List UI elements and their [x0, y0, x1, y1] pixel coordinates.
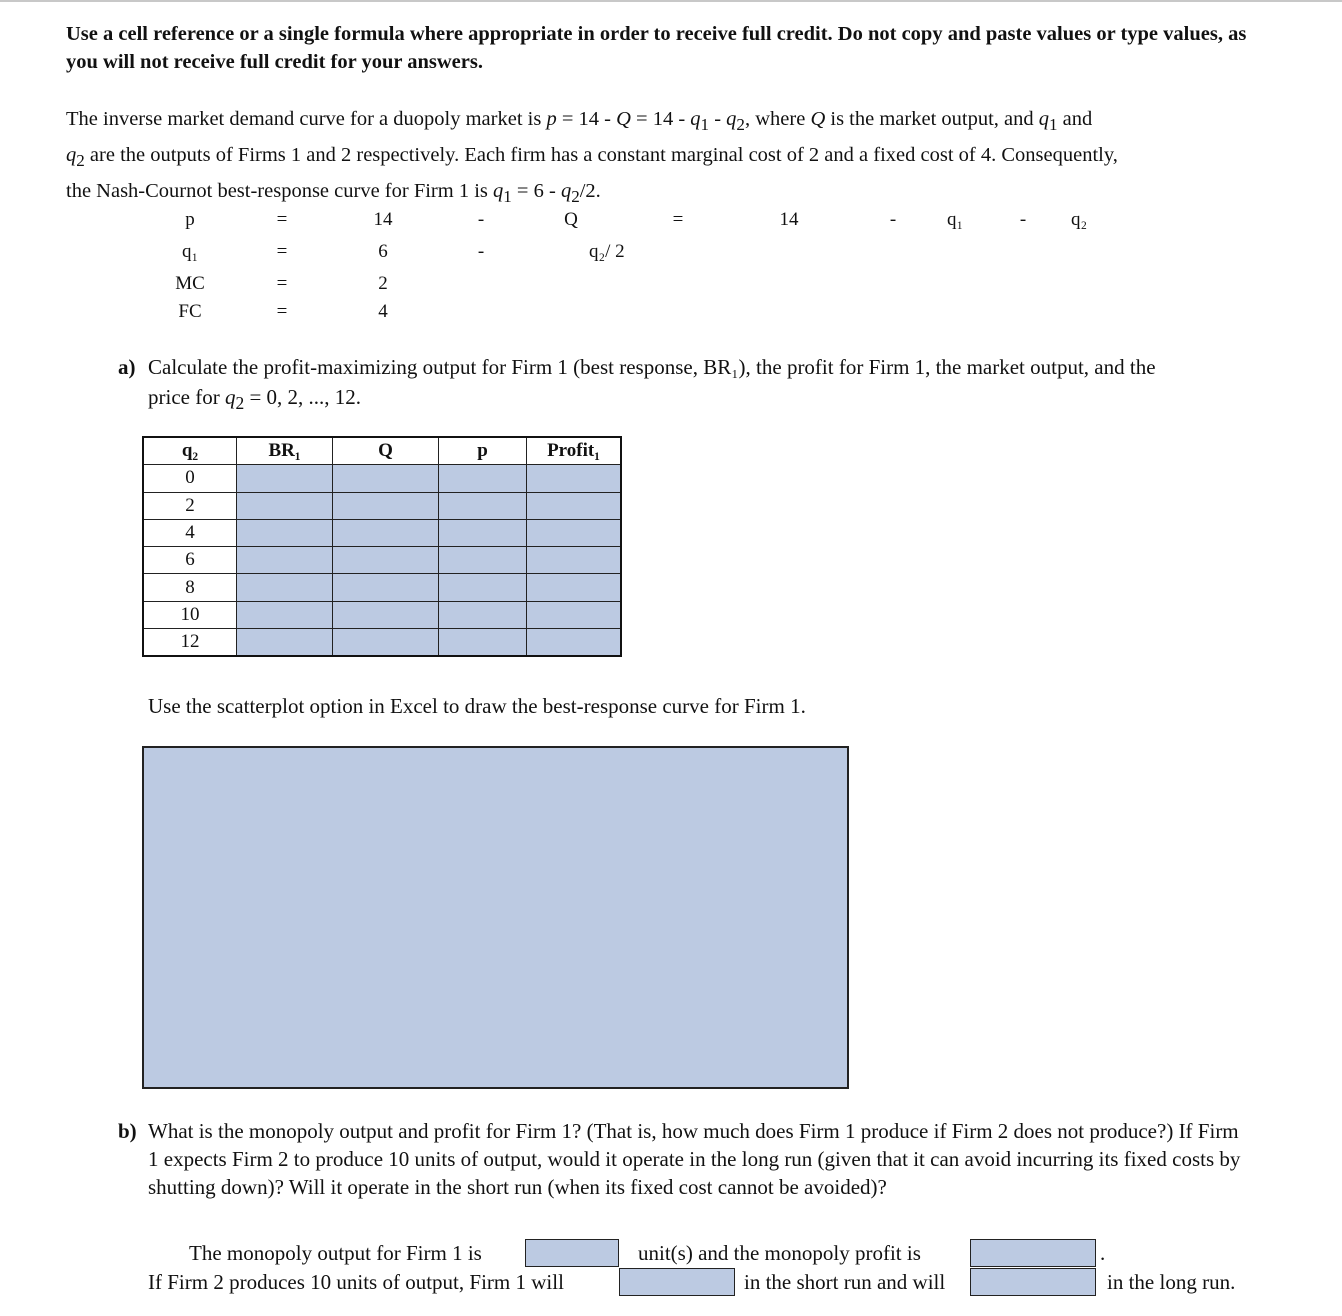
monopoly-profit-input[interactable] [970, 1239, 1096, 1267]
header-q2: q₂ [143, 437, 237, 465]
eq-constant: 6 [378, 241, 388, 262]
Q-input-cell[interactable] [333, 629, 439, 657]
long-run-decision-input[interactable] [970, 1268, 1096, 1296]
eq-minus: - [477, 241, 485, 262]
eq-equals: = [276, 301, 288, 322]
eq-constant: 14 [779, 209, 799, 230]
chart-area[interactable] [142, 746, 849, 1089]
profit-input-cell[interactable] [527, 574, 622, 601]
br1-input-cell[interactable] [237, 629, 333, 657]
q2-cell: 2 [143, 492, 237, 519]
Q-input-cell[interactable] [333, 519, 439, 546]
table-header-row [143, 437, 621, 465]
table-row [143, 465, 621, 492]
eq-q2: q₂ [1070, 209, 1088, 230]
profit-input-cell[interactable] [527, 547, 622, 574]
br1-input-cell[interactable] [237, 574, 333, 601]
Q-input-cell[interactable] [333, 574, 439, 601]
scatter-instruction: Use the scatterplot option in Excel to draw the best-response curve for Firm 1. [148, 694, 806, 718]
eq-mc-label: MC [175, 273, 205, 294]
table-row [143, 519, 621, 546]
monopoly-output-input[interactable] [525, 1239, 619, 1267]
answer-line2-text-b: in the short run and will [744, 1270, 946, 1294]
eq-q1: q₁ [946, 209, 964, 230]
profit-input-cell[interactable] [527, 492, 622, 519]
top-border [0, 0, 1342, 2]
part-b-text: What is the monopoly output and profit for Firm 1? (That is, how much does Firm 1 produce if Firm 2 does not produce?) If Firm 1 expects Firm 2 to produce 10 units of output, would it operate in the long run (given that it can avoid incurring its fixed costs by shutting down)? Will it operate in the short run (when its fixed cost cannot be avoided)? [148, 1119, 1241, 1199]
eq-minus: - [1019, 209, 1027, 230]
q2-cell: 8 [143, 574, 237, 601]
p-input-cell[interactable] [439, 519, 527, 546]
eq-q2-half: q₂/ 2 [589, 241, 625, 262]
results-table [142, 436, 622, 657]
br1-input-cell[interactable] [237, 547, 333, 574]
answer-line2-text-a: If Firm 2 produces 10 units of output, Firm 1 will [148, 1270, 564, 1294]
answer-line2-text-c: in the long run. [1107, 1270, 1236, 1294]
p-input-cell[interactable] [439, 465, 527, 492]
eq-equals: = [276, 241, 288, 262]
p-input-cell[interactable] [439, 601, 527, 628]
eq-equals: = [276, 209, 288, 230]
eq-minus: - [477, 209, 485, 230]
header-p: p [439, 437, 527, 465]
intro-paragraph: The inverse market demand curve for a duopoly market is $p = 14 - Q = 14 - q_1 - q_2$, where Q is the market output, and $q_1$ and $q_2$ are the outputs of Firms 1 and 2 respectively. Each firm has a constant marginal cost of 2 and a fixed cost of 4. Consequently, the Nash-Cournot best-response curve for Firm 1 is $q_1 = 6 - q_2/2$. [66, 108, 1118, 207]
eq-equals: = [672, 209, 684, 230]
p-input-cell[interactable] [439, 629, 527, 657]
eq-p-label: p [185, 209, 195, 230]
br1-input-cell[interactable] [237, 519, 333, 546]
eq-constant: 14 [373, 209, 393, 230]
q2-cell: 4 [143, 519, 237, 546]
part-b-label: b) [118, 1119, 137, 1143]
header-br1: BR₁ [237, 437, 333, 465]
q2-cell: 0 [143, 465, 237, 492]
eq-mc-value: 2 [378, 273, 388, 294]
profit-input-cell[interactable] [527, 519, 622, 546]
table-row [143, 574, 621, 601]
Q-input-cell[interactable] [333, 465, 439, 492]
Q-input-cell[interactable] [333, 547, 439, 574]
br1-input-cell[interactable] [237, 465, 333, 492]
eq-minus: - [889, 209, 897, 230]
br1-input-cell[interactable] [237, 601, 333, 628]
Q-input-cell[interactable] [333, 492, 439, 519]
Q-input-cell[interactable] [333, 601, 439, 628]
profit-input-cell[interactable] [527, 601, 622, 628]
profit-input-cell[interactable] [527, 629, 622, 657]
table-row [143, 492, 621, 519]
header-profit1: Profit₁ [527, 437, 622, 465]
br1-input-cell[interactable] [237, 492, 333, 519]
q2-cell: 12 [143, 629, 237, 657]
eq-Q: Q [564, 209, 578, 230]
p-input-cell[interactable] [439, 547, 527, 574]
eq-fc-value: 4 [378, 301, 388, 322]
eq-q1-label: q₁ [181, 241, 199, 262]
instructions: Use a cell reference or a single formula where appropriate in order to receive full credit. Do not copy and paste values or type values, as you will not receive full credit for your answers. [66, 23, 1247, 73]
answer-line1-period: . [1100, 1241, 1106, 1265]
answer-line1-text-b: unit(s) and the monopoly profit is [638, 1241, 921, 1265]
q2-cell: 6 [143, 547, 237, 574]
profit-input-cell[interactable] [527, 465, 622, 492]
table-row [143, 601, 621, 628]
part-a-label: a) [118, 355, 136, 379]
p-input-cell[interactable] [439, 574, 527, 601]
header-Q: Q [333, 437, 439, 465]
q2-cell: 10 [143, 601, 237, 628]
eq-fc-label: FC [178, 301, 202, 322]
answer-line1-text-a: The monopoly output for Firm 1 is [189, 1241, 482, 1265]
p-input-cell[interactable] [439, 492, 527, 519]
table-row [143, 629, 621, 657]
part-a-text: Calculate the profit-maximizing output for Firm 1 (best response, BR₁), the profit for Firm 1, the market output, and the price for $q_2 = 0$, 2, ..., 12. [148, 355, 1156, 414]
short-run-decision-input[interactable] [619, 1268, 735, 1296]
table-row [143, 547, 621, 574]
eq-equals: = [276, 273, 288, 294]
